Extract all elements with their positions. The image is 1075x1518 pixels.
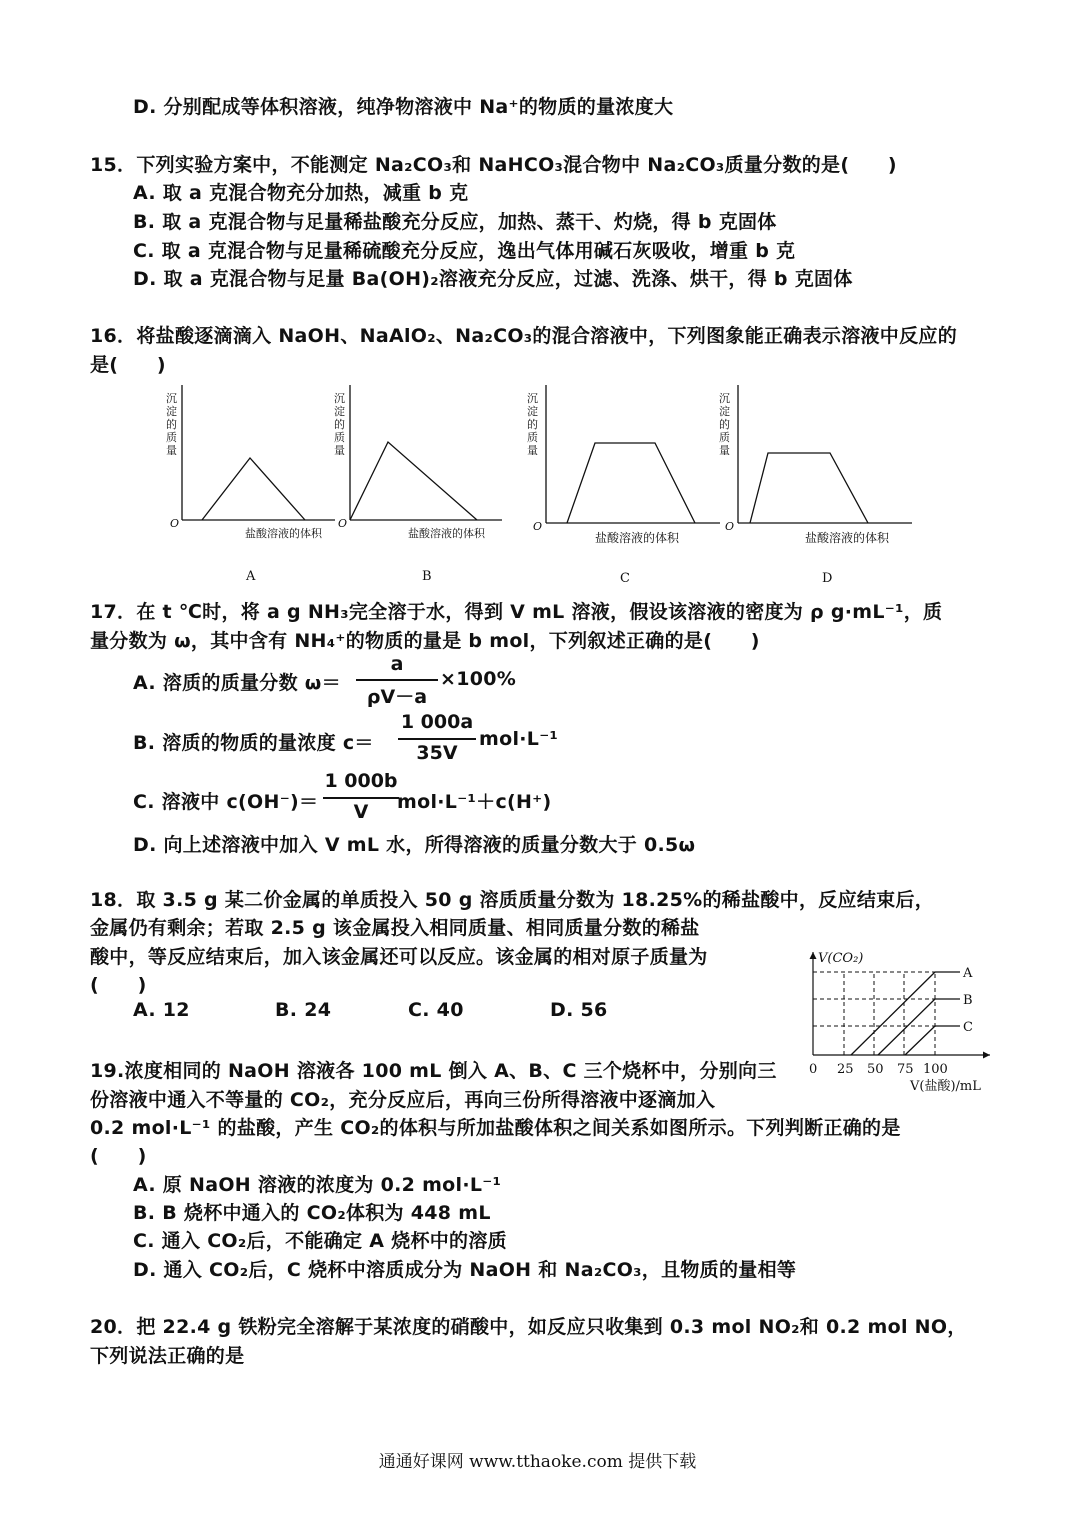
q14-option-d: D. 分别配成等体积溶液，纯净物溶液中 Na⁺的物质的量浓度大 [133, 96, 674, 118]
q17-option-b-numerator: 1 000a [400, 711, 474, 733]
q17-option-c-prefix: C. 溶液中 c(OH⁻)＝ [133, 791, 319, 813]
graph-a-ylabel-2: 的 [166, 418, 177, 431]
graph-b-letter: B [422, 569, 432, 584]
graph-a-ylabel-3: 质 [166, 431, 177, 444]
q17-option-a-prefix: A. 溶质的质量分数 ω＝ [133, 672, 341, 694]
q15-option-c: C. 取 a 克混合物与足量稀硫酸充分反应，逸出气体用碱石灰吸收，增重 b 克 [133, 240, 796, 262]
q15-stem: 15．下列实验方案中，不能测定 Na₂CO₃和 NaHCO₃混合物中 Na₂CO₃质量分数的是( ) [90, 154, 897, 176]
q19-graph-tick-25: 25 [837, 1062, 854, 1077]
q18-line1: 18．取 3.5 g 某二价金属的单质投入 50 g 溶质质量分数为 18.25%的稀盐酸中，反应结束后， [90, 889, 935, 911]
q16-stem-line2: 是( ) [90, 354, 166, 376]
q15-option-b: B. 取 a 克混合物与足量稀盐酸充分反应，加热、蒸干、灼烧，得 b 克固体 [133, 211, 777, 233]
q18-option-d: D. 56 [550, 999, 608, 1021]
q19-line4: ( ) [90, 1145, 147, 1167]
graph-b-ylabel-2: 的 [334, 418, 345, 431]
graph-c-ylabel-4: 量 [527, 444, 538, 457]
footer-source: 通通好课网 www.tthaoke.com 提供下载 [378, 1452, 697, 1472]
q19-graph-tick-50: 50 [867, 1062, 884, 1077]
q19-line2: 份溶液中通入不等量的 CO₂，充分反应后，再向三份所得溶液中逐滴加入 [90, 1089, 716, 1111]
q17-option-c-numerator: 1 000b [324, 770, 398, 792]
q19-option-d: D. 通入 CO₂后，C 烧杯中溶质成分为 NaOH 和 Na₂CO₃，且物质的量相等 [133, 1259, 797, 1281]
q18-option-a: A. 12 [133, 999, 190, 1021]
q17-option-d: D. 向上述溶液中加入 V mL 水，所得溶液的质量分数大于 0.5ω [133, 834, 696, 856]
q19-graph-ylabel: V(CO₂) [818, 951, 864, 966]
graph-a-ylabel-4: 量 [166, 444, 177, 457]
q19-option-c: C. 通入 CO₂后，不能确定 A 烧杯中的溶质 [133, 1230, 507, 1252]
q17-option-a-suffix: ×100% [440, 668, 517, 690]
q17-option-b-denominator: 35V [416, 742, 458, 764]
graph-d-ylabel-4: 量 [719, 444, 730, 457]
q17-stem-line2: 量分数为 ω，其中含有 NH₄⁺的物质的量是 b mol，下列叙述正确的是( ) [90, 630, 760, 652]
graph-c-origin: O [533, 520, 543, 533]
q19-graph-tick-100: 100 [923, 1062, 948, 1077]
q15-option-a: A. 取 a 克混合物充分加热，减重 b 克 [133, 182, 469, 204]
q17-option-a-fraction-bar [356, 679, 438, 681]
q19-graph-series-b: B [963, 993, 973, 1008]
q20-line2: 下列说法正确的是 [90, 1345, 245, 1367]
graph-a-origin: O [170, 517, 180, 530]
q17-option-c-fraction-bar [323, 797, 399, 799]
q17-option-c-denominator: V [353, 801, 369, 823]
q18-line3: 酸中，等反应结束后，加入该金属还可以反应。该金属的相对原子质量为 [90, 946, 708, 968]
q17-stem-line1: 17．在 t ℃时，将 a g NH₃完全溶于水，得到 V mL 溶液，假设该溶液的密度为 ρ g·mL⁻¹，质 [90, 601, 943, 623]
q17-option-a-numerator: a [390, 653, 404, 675]
graph-c-ylabel-3: 质 [527, 431, 538, 444]
graph-d-ylabel-2: 的 [719, 418, 730, 431]
graph-d-letter: D [822, 571, 833, 586]
q19-line3: 0.2 mol·L⁻¹ 的盐酸，产生 CO₂的体积与所加盐酸体积之间关系如图所示。下列判断正确的是 [90, 1117, 901, 1139]
graph-d-ylabel-1: 淀 [719, 405, 730, 418]
graph-b-ylabel-3: 质 [334, 431, 345, 444]
graph-b-ylabel-0: 沉 [334, 392, 345, 405]
graph-d-ylabel-3: 质 [719, 431, 730, 444]
graph-c-ylabel-0: 沉 [527, 392, 538, 405]
q17-option-b-suffix: mol·L⁻¹ [479, 728, 559, 750]
q19-graph-tick-0: 0 [809, 1062, 818, 1077]
q19-line1: 19.浓度相同的 NaOH 溶液各 100 mL 倒入 A、B、C 三个烧杯中，分别向三 [90, 1060, 777, 1082]
graph-a-letter: A [246, 569, 256, 584]
q17-option-a-denominator: ρV－a [366, 686, 428, 708]
graph-c-xlabel: 盐酸溶液的体积 [595, 531, 680, 545]
graph-d-ylabel-0: 沉 [719, 392, 730, 405]
q19-graph [800, 940, 1000, 1095]
q15-option-d: D. 取 a 克混合物与足量 Ba(OH)₂溶液充分反应，过滤、洗涤、烘干，得 b 克固体 [133, 268, 853, 290]
q18-line4: ( ) [90, 974, 147, 996]
graph-a-ylabel-1: 淀 [166, 405, 177, 418]
q17-option-b-prefix: B. 溶质的物质的量浓度 c＝ [133, 732, 374, 754]
q17-option-b-fraction-bar [398, 738, 476, 740]
graph-a-xlabel: 盐酸溶液的体积 [245, 527, 322, 540]
graph-b-ylabel-4: 量 [334, 444, 345, 457]
q16-graphs [150, 380, 940, 590]
q19-option-b: B. B 烧杯中通入的 CO₂体积为 448 mL [133, 1202, 491, 1224]
graph-a-ylabel-0: 沉 [166, 392, 177, 405]
graph-d-xlabel: 盐酸溶液的体积 [805, 531, 890, 545]
q19-graph-series-c: C [963, 1020, 973, 1035]
q19-graph-xlabel: V(盐酸)/mL [910, 1079, 981, 1094]
q19-graph-series-a: A [963, 966, 973, 981]
graph-b-ylabel-1: 淀 [334, 405, 345, 418]
q17-option-c-suffix: mol·L⁻¹＋c(H⁺) [397, 791, 552, 813]
graph-c-ylabel-2: 的 [527, 418, 538, 431]
q19-option-a: A. 原 NaOH 溶液的浓度为 0.2 mol·L⁻¹ [133, 1174, 502, 1196]
q20-line1: 20．把 22.4 g 铁粉完全溶解于某浓度的硝酸中，如反应只收集到 0.3 mol NO₂和 0.2 mol NO， [90, 1316, 967, 1338]
q18-option-b: B. 24 [275, 999, 332, 1021]
graph-b-xlabel: 盐酸溶液的体积 [408, 527, 485, 540]
graph-d-origin: O [725, 520, 735, 533]
graph-c-ylabel-1: 淀 [527, 405, 538, 418]
q18-option-c: C. 40 [408, 999, 464, 1021]
q16-stem-line1: 16．将盐酸逐滴滴入 NaOH、NaAlO₂、Na₂CO₃的混合溶液中，下列图象能正确表示溶液中反应的 [90, 325, 958, 347]
q18-line2: 金属仍有剩余；若取 2.5 g 该金属投入相同质量、相同质量分数的稀盐 [90, 917, 700, 939]
q19-graph-tick-75: 75 [897, 1062, 914, 1077]
graph-c-letter: C [620, 571, 630, 586]
graph-b-origin: O [338, 517, 348, 530]
